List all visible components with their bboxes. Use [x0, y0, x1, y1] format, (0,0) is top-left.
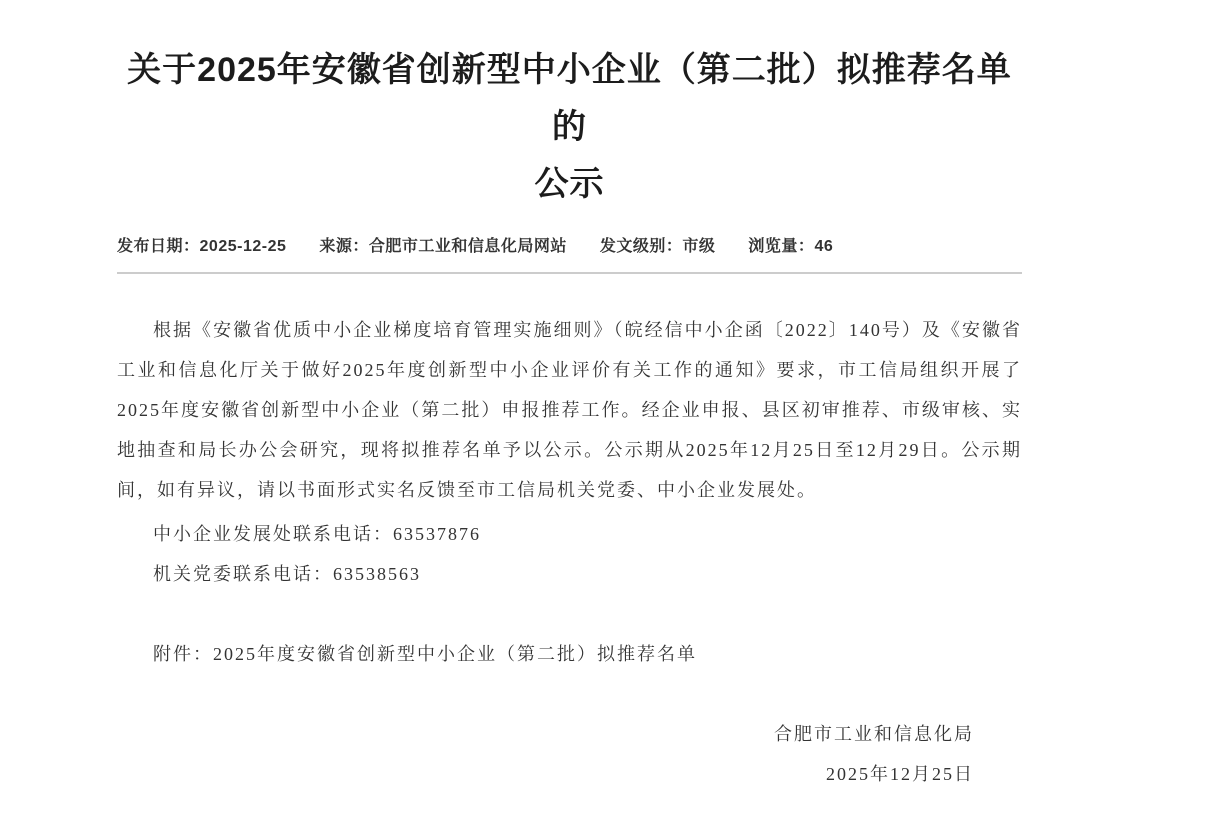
signature-org: 合肥市工业和信息化局: [774, 724, 974, 744]
doc-level-label: 发文级别：: [599, 238, 683, 255]
signature-date: 2025年12月25日: [826, 764, 974, 784]
meta-divider: [117, 272, 1022, 274]
page-title: [117, 0, 1022, 213]
contact-smes-line: 中小企业发展处联系电话：63537876: [153, 524, 481, 544]
publish-date-value: 2025-12-25: [199, 238, 287, 255]
source-label: 来源：: [319, 238, 369, 255]
main-paragraph: 根据《安徽省优质中小企业梯度培育管理实施细则》（皖经信中小企函〔2022〕140号）及《安徽省工业和信息化厅关于做好2025年度创新型中小企业评价有关工作的通知》要求，市工信局组织开展了2025年度安徽省创新型中小企业（第二批）申报推荐工作。经企业申报、县区初审推荐、市级审核、实地抽查和局长办公会研究，现将拟推荐名单予以公示。公示期从2025年12月25日至12月29日。公示期间，如有异议，请以书面形式实名反馈至市工信局机关党委、中小企业发展处。: [117, 320, 1022, 500]
source-value: 合肥市工业和信息化局网站: [368, 238, 567, 255]
page-title-line-2: 公示: [534, 165, 605, 203]
doc-level-item: [600, 233, 716, 256]
views-item: [748, 233, 833, 256]
document-container: [117, 0, 1022, 794]
signature-block: [117, 714, 1022, 794]
views-value: 46: [814, 238, 834, 255]
article-body: [117, 310, 1022, 794]
doc-level-value: 市级: [682, 238, 716, 255]
attachment-line: 附件：2025年度安徽省创新型中小企业（第二批）拟推荐名单: [153, 644, 697, 664]
source-item: [319, 233, 567, 256]
views-label: 浏览量：: [748, 238, 815, 255]
contact-party-line: 机关党委联系电话：63538563: [153, 564, 421, 584]
meta-bar: [117, 233, 1022, 256]
publish-date-item: [117, 233, 286, 256]
publish-date-label: 发布日期：: [117, 238, 200, 255]
page-title-line-1: 关于2025年安徽省创新型中小企业（第二批）拟推荐名单的: [127, 51, 1012, 146]
